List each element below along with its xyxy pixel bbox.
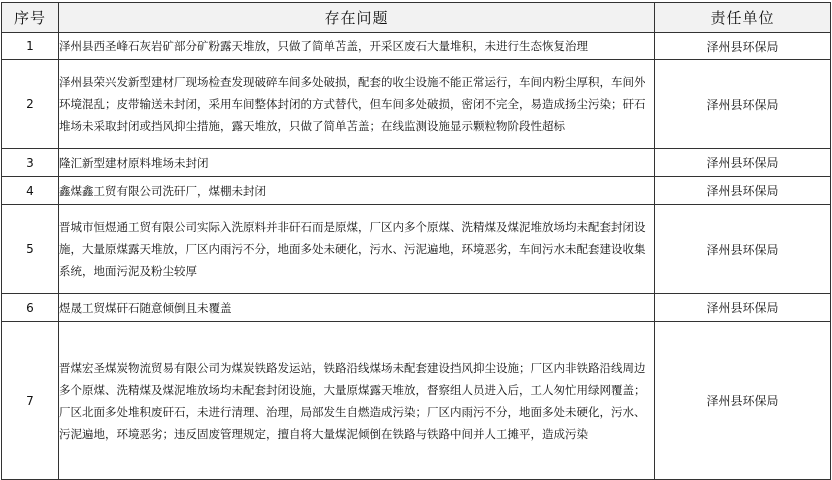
row-responsible-unit: 泽州县环保局 xyxy=(655,33,831,60)
row-issue-text: 煜晟工贸煤矸石随意倾倒且未覆盖 xyxy=(59,294,655,322)
row-issue-text: 隆汇新型建材原料堆场未封闭 xyxy=(59,149,655,177)
row-number: 7 xyxy=(2,322,59,480)
row-number: 4 xyxy=(2,177,59,205)
table-row xyxy=(2,149,831,177)
row-issue-text: 晋煤宏圣煤炭物流贸易有限公司为煤炭铁路发运站，铁路沿线煤场未配套建设挡风抑尘设施；厂区内非铁路沿线周边多个原煤、洗精煤及煤泥堆放场均未配套封闭设施，大量原煤露天堆放，督察组人员进入后，工人匆忙用绿网覆盖；厂区北面多处堆积废矸石，未进行清理、治理，局部发生自燃造成污染；厂区内雨污不分，地面多处未硬化，污水、污泥遍地，环境恶劣；违反固废管理规定，擅自将大量煤泥倾倒在铁路与铁路中间并人工摊平，造成污染 xyxy=(59,322,655,480)
table-row xyxy=(2,322,831,480)
row-number: 3 xyxy=(2,149,59,177)
table-row xyxy=(2,33,831,60)
header-serial-number: 序号 xyxy=(2,3,59,33)
row-issue-text: 晋城市恒煜通工贸有限公司实际入洗原料并非矸石而是原煤，厂区内多个原煤、洗精煤及煤泥堆放场均未配套封闭设施，大量原煤露天堆放，厂区内雨污不分，地面多处未硬化，污水、污泥遍地，环境恶劣，车间污水未配套建设收集系统，地面污泥及粉尘较厚 xyxy=(59,205,655,294)
row-responsible-unit: 泽州县环保局 xyxy=(655,60,831,149)
row-responsible-unit: 泽州县环保局 xyxy=(655,294,831,322)
issues-table xyxy=(1,2,831,480)
row-number: 2 xyxy=(2,60,59,149)
table-row xyxy=(2,205,831,294)
header-issue: 存在问题 xyxy=(59,3,655,33)
row-number: 5 xyxy=(2,205,59,294)
row-responsible-unit: 泽州县环保局 xyxy=(655,177,831,205)
table-row xyxy=(2,177,831,205)
row-issue-text: 泽州县荣兴发新型建材厂现场检查发现破碎车间多处破损，配套的收尘设施不能正常运行，车间内粉尘厚积，车间外环境混乱；皮带输送未封闭，采用车间整体封闭的方式替代，但车间多处破损，密闭不完全，易造成扬尘污染；矸石堆场未采取封闭或挡风抑尘措施，露天堆放，只做了简单苫盖；在线监测设施显示颗粒物阶段性超标 xyxy=(59,60,655,149)
row-responsible-unit: 泽州县环保局 xyxy=(655,205,831,294)
row-issue-text: 鑫煤鑫工贸有限公司洗矸厂，煤棚未封闭 xyxy=(59,177,655,205)
row-number: 6 xyxy=(2,294,59,322)
row-responsible-unit: 泽州县环保局 xyxy=(655,149,831,177)
table-row xyxy=(2,60,831,149)
row-responsible-unit: 泽州县环保局 xyxy=(655,322,831,480)
header-responsible-unit: 责任单位 xyxy=(655,3,831,33)
table-header-row xyxy=(2,3,831,33)
table-row xyxy=(2,294,831,322)
row-issue-text: 泽州县西圣峰石灰岩矿部分矿粉露天堆放，只做了简单苫盖，开采区废石大量堆积，未进行生态恢复治理 xyxy=(59,33,655,60)
row-number: 1 xyxy=(2,33,59,60)
